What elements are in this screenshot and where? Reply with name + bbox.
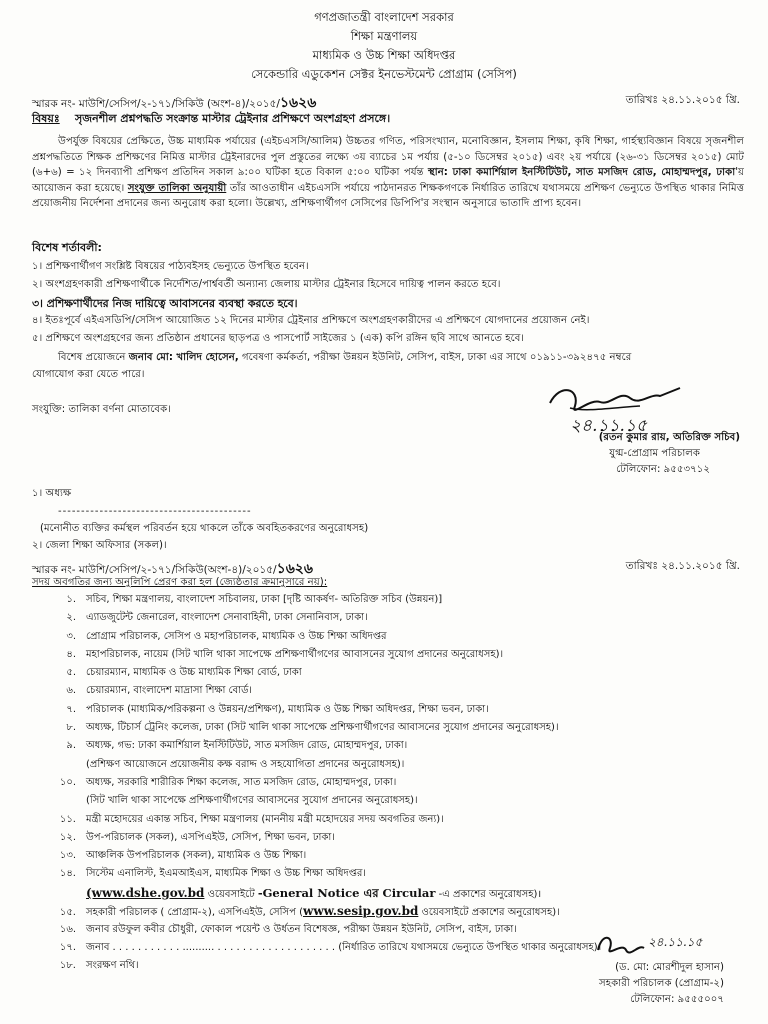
conditions-heading: বিশেষ শর্তাবলী: bbox=[32, 241, 102, 254]
copy-item: ৮. অধ্যক্ষ, টিচার্স ট্রেনিং কলেজ, ঢাকা (সিট খালি থাকা সাপেক্ষে প্রশিক্ষণার্থীগণের আবাসনের সুযোগ প্রদানের অনুরোধসহ)। bbox=[66, 722, 559, 734]
copy-item: ১. সচিব, শিক্ষা মন্ত্রণালয়, বাংলাদেশ সচিবালয়, ঢাকা [দৃষ্টি আকর্ষণ- অতিরিক্ত সচিব (উন্নয়ন)] bbox=[66, 594, 443, 605]
condition-item: ১। প্রশিক্ষণার্থীগণ সংশ্লিষ্ট বিষয়ের পাঠ্যবইসহ ভেন্যুতে উপস্থিত হবেন। bbox=[32, 261, 309, 272]
body-venue: স্থান: ঢাকা কমার্শিয়াল ইনস্টিটিউট, সাত মসজিদ রোড, মোহাম্মদপুর, ঢাকা bbox=[428, 167, 736, 179]
signature-2-date: ২৪.১১.১৫ bbox=[648, 935, 703, 949]
copy-item: ১৪. সিস্টেম এনালিস্ট, ইএমআইএস, মাধ্যমিক শিক্ষা ও উচ্চ শিক্ষা অধিদপ্তর। bbox=[59, 868, 366, 880]
memo-prefix: স্মারক নং- মাউশি/সেসিপ/২-১৭১/সিকিউ (অংশ-৪)/২০১৫/ bbox=[32, 98, 280, 110]
body-text-c: তাঁর আওতাধীন এইচএসসি পর্যায়ে পাঠদানরত শিক্ষকগণকে নির্ধারিত তারিখে যথাসময়ে প্রশিক্ষণ ভেন্যুতে উপস্থিত থাকার নিমিত্ত প্রয়োজনীয় নির্দেশনা প্রদানের জন্য অনুরোধ করা হলো। উল্লেখ্য, প্রশিক্ষণার্থীগণ সেসিপের ডিপিপি'র সংস্থান অনুসারে ভাতাদি প্রাপ্য হবেন। bbox=[32, 182, 744, 210]
copy-item: ৩. প্রোগ্রাম পরিচালক, সেসিপ ও মহাপরিচালক, মাধ্যমিক ও উচ্চ শিক্ষা অধিদপ্তর bbox=[66, 630, 387, 642]
condition-item: ৫। প্রশিক্ষণে অংশগ্রহণের জন্য প্রতিষ্ঠান প্রধানের ছাড়পত্র ও পাসপোর্ট সাইজের ১ (এক) কপি রঙ্গিন ছবি সাথে আনতে হবে। bbox=[32, 333, 525, 344]
contact-prefix: বিশেষ প্রয়োজনে bbox=[58, 352, 129, 363]
letterhead-ministry: শিক্ষা মন্ত্রণালয় bbox=[350, 29, 418, 43]
condition-item: ২। অংশগ্রহণকারী প্রশিক্ষণার্থীকে নির্দেশিত/পার্শ্ববর্তী অন্যান্য জেলায় মাস্টার ট্রেইনার হিসেবে দায়িত্ব পালন করতে হবে। bbox=[32, 279, 501, 290]
copy-item: ২. এ্যাডজুটেন্ট জেনারেল, বাংলাদেশ সেনাবাহিনী, ঢাকা সেনানিবাস, ঢাকা। bbox=[66, 612, 368, 624]
copy-item: ১০. অধ্যক্ষ, সরকারি শারীরিক শিক্ষা কলেজ, সাত মসজিদ রোড, মোহাম্মদপুর, ঢাকা। bbox=[59, 776, 397, 788]
copy-item: ৬. চেয়ারম্যান, বাংলাদেশ মাদ্রাসা শিক্ষা বোর্ড। bbox=[66, 685, 253, 697]
letterhead bbox=[0, 8, 768, 84]
signer-1-name: (রতন কুমার রায়, অতিরিক্ত সচিব) bbox=[598, 432, 740, 443]
copy-item: ৪. মহাপরিচালক, নায়েম (সিট খালি থাকা সাপেক্ষে প্রশিক্ষণার্থীগণের আবাসনের সুযোগ প্রদানের অনুরোধসহ)। bbox=[66, 648, 504, 660]
copy-item: (প্রশিক্ষণ আয়োজনে প্রয়োজনীয় কক্ষ বরাদ্দ ও সহযোগিতা প্রদানের অনুরোধসহ)। bbox=[86, 758, 405, 770]
memo2-prefix: স্মারক নং- মাউশি/সেসিপ/২-১৭১/সিকিউ(অংশ-৪)/২০১৫/ bbox=[32, 564, 277, 576]
condition-item: ৪। ইতঃপূর্বে এইএসডিপি/সেসিপ আয়োজিত ১২ দিনের মাস্টার ট্রেইনার প্রশিক্ষণে অংশগ্রহণকারীদের এ প্রশিক্ষণে যোগদানের প্রয়োজন নেই। bbox=[32, 315, 590, 326]
attachment-note: সংযুক্তি: তালিকা বর্ণনা মোতাবেক। bbox=[32, 404, 171, 415]
contact-name: জনাব মো: খালিদ হোসেন, bbox=[128, 352, 239, 363]
copy-item-17: ১৭. জনাব . . . . . . . . . . . .......... . . . . . . . . . . . . . . . . . . . (নির্ধারিত তারিখে যথাসময়ে ভেন্যুতে উপস্থিত থাকার অনুরোধসহ)। bbox=[59, 942, 602, 953]
memo-number: ১৬২৬ bbox=[279, 95, 317, 111]
memo-date: তারিখঃ ২৪.১১.২০১৫ খ্রি. bbox=[625, 94, 740, 106]
contact-end: যোগাযোগ করা যেতে পারে। bbox=[32, 369, 145, 380]
copy-item: ১১. মন্ত্রী মহোদয়ের একান্ত সচিব, শিক্ষা মন্ত্রণালয় (মাননীয় মন্ত্রী মহোদয়ের সদয় অবগতির জন্য)। bbox=[59, 813, 444, 825]
copy-item: ৯. অধ্যক্ষ, গভ: ঢাকা কমার্শিয়াল ইনস্টিটিউট, সাত মসজিদ রোড, মোহাম্মদপুর, ঢাকা। bbox=[66, 740, 408, 752]
body-text-a: উপর্যুক্ত বিষয়ের প্রেক্ষিতে, উচ্চ মাধ্যমিক পর্যায়ের (এইচএসসি/আলিম) উচ্চতর গণিত, পরিসংখ্যান, মনোবিজ্ঞান, ইসলাম শিক্ষা, কৃষি শিক্ষা, গার্হস্থ্যবিজ্ঞান বিষয়ে সৃজনশীল প্রশ্নপদ্ধতিতে শিক্ষক প্রশিক্ষণের নিমিত্ত মাস্টার ট্রেইনারদের পুল প্রস্তুতের লক্ষ্যে ৩য় ব্যাচের ১ম পর্যায় (৫-১০ ডিসেম্বর ২০১৫) এবং ২য় পর্যায়ে (২৬-৩১ ডিসেম্বর ২০১৫) মোট (৬+৬) = ১২ দিনব্যাপী প্রশিক্ষণ প্রতিদিন সকাল ৯:০০ ঘটিকা হতে বিকাল ৫:০০ ঘটিকা পর্যন্ত bbox=[32, 136, 744, 179]
signer-2-title: সহকারী পরিচালক (প্রোগ্রাম-২) bbox=[599, 978, 724, 989]
signer-2-block bbox=[599, 960, 724, 1008]
contact-line bbox=[58, 350, 631, 367]
memo2-date: তারিখঃ ২৪.১১.২০১৫ খ্রি. bbox=[625, 560, 740, 572]
copy-item: ৭. পরিচালক (মাধ্যমিক/পরিকল্পনা ও উন্নয়ন/প্রশিক্ষণ), মাধ্যমিক ও উচ্চ শিক্ষা অধিদপ্তর, শিক্ষা ভবন, ঢাকা। bbox=[66, 703, 489, 715]
subject-label: বিষয়ঃ bbox=[32, 112, 60, 125]
recipient-district-officer: ২। জেলা শিক্ষা অফিসার (সকল)। bbox=[32, 540, 167, 551]
recipient-principal: ১। অধ্যক্ষ bbox=[32, 488, 72, 499]
recipient-note: (মনোনীত ব্যক্তির কর্মস্থল পরিবর্তন হয়ে থাকলে তাঁকে অবহিতকরণের অনুরোধসহ) bbox=[40, 523, 369, 534]
body-text-b: 'য় আয়োজন করা হয়েছে। bbox=[32, 167, 744, 194]
memo2-number: ১৬২৬ bbox=[276, 561, 314, 577]
signer-1-block bbox=[599, 430, 740, 478]
copy-list bbox=[32, 592, 559, 885]
condition-item: ৩। প্রশিক্ষণার্থীদের নিজ দায়িত্বে আবাসনের ব্যবস্থা করতে হবে। bbox=[32, 297, 298, 310]
sesip-link[interactable]: www.sesip.gov.bd bbox=[303, 904, 419, 918]
copy-item: ৫. চেয়ারম্যান, মাধ্যমিক ও উচ্চ মাধ্যমিক শিক্ষা বোর্ড, ঢাকা bbox=[66, 667, 302, 679]
letterhead-govt: গণপ্রজাতন্ত্রী বাংলাদেশ সরকার bbox=[314, 10, 454, 24]
body-paragraph bbox=[32, 134, 744, 212]
body-attached-list: সংযুক্ত তালিকা অনুযায়ী bbox=[127, 182, 227, 194]
copy-item-16: ১৬. জনাব রউফুল কবীর চৌধুরী, ফোকাল পয়েন্ট ও উর্ধতন বিশেষজ্ঞ, পরীক্ষা উন্নয়ন ইউনিট, সেসিপ, বাইস, ঢাকা। bbox=[59, 924, 517, 935]
copy-item: (সিট খালি থাকা সাপেক্ষে প্রশিক্ষণার্থীগণের আবাসনের সুযোগ প্রদানের অনুরোধসহ)। bbox=[86, 795, 418, 807]
signer-2-phone: টেলিফোন: ৯৫৫৫০০৭ bbox=[630, 994, 724, 1005]
subject-text: সৃজনশীল প্রশ্নপদ্ধতি সংক্রান্ত মাস্টার ট্রেইনার প্রশিক্ষণে অংশগ্রহণ প্রসঙ্গে। bbox=[75, 112, 391, 125]
signer-2-name: (ড. মো: মোরশীদুল হাসান) bbox=[615, 962, 724, 973]
copy-item-15: ১৫. সহকারী পরিচালক ( প্রোগ্রাম-২), এসপিএইউ, সেসিপ (www.sesip.gov.bd ওয়েবসাইটে প্রকাশের অনুরোধসহ)। bbox=[59, 904, 560, 918]
recipient-blank-line: ------------------------------------------ bbox=[58, 506, 252, 517]
copy-item-14-website: (www.dshe.gov.bd ওয়েবসাইটে -General Notice এর Circular -এ প্রকাশের অনুরোধসহ)। bbox=[86, 886, 542, 900]
signature-1-date: ২৪.১১.১৫ bbox=[570, 416, 648, 436]
letterhead-directorate: মাধ্যমিক ও উচ্চ শিক্ষা অধিদপ্তর bbox=[312, 48, 456, 62]
copy-heading: সদয় অবগতির জন্য অনুলিপি প্রেরণ করা হল (জ্যেষ্ঠতার ক্রমানুসারে নয়): bbox=[32, 577, 328, 588]
dshe-link[interactable]: (www.dshe.gov.bd bbox=[86, 886, 205, 900]
contact-detail: গবেষণা কর্মকর্তা, পরীক্ষা উন্নয়ন ইউনিট, সেসিপ, বাইস, ঢাকা এর সাথে ০১৯১১-৩৯২৪৭৫ নম্বরে bbox=[238, 352, 632, 363]
copy-item: ১২. উপ-পরিচালক (সকল), এসপিএইউ, সেসিপ, শিক্ষা ভবন, ঢাকা। bbox=[59, 831, 335, 843]
general-notice-text: -General Notice এর Circular bbox=[257, 886, 436, 900]
letterhead-program: সেকেন্ডারি এডুকেশন সেক্টর ইনভেস্টমেন্ট প্রোগ্রাম (সেসিপ) bbox=[251, 67, 517, 81]
subject-line bbox=[32, 110, 390, 129]
signer-1-title: যুগ্ম-প্রোগ্রাম পরিচালক bbox=[609, 448, 700, 459]
signer-1-phone: টেলিফোন: ৯৫৫৩৭১২ bbox=[616, 464, 710, 475]
copy-item: ১৩. আঞ্চলিক উপপরিচালক (সকল), মাধ্যমিক ও উচ্চ শিক্ষা। bbox=[59, 850, 307, 862]
copy-item-18: ১৮. সংরক্ষণ নথি। bbox=[59, 960, 139, 971]
